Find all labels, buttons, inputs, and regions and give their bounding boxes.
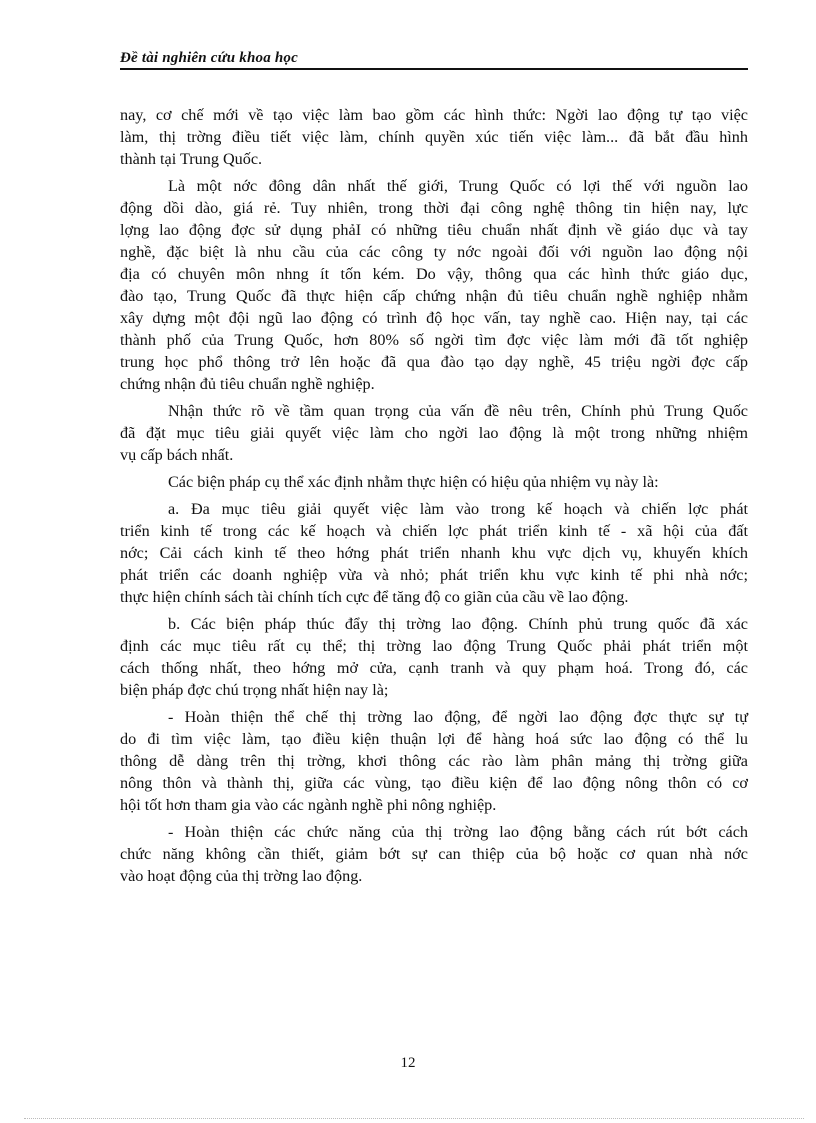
text-line: thông dễ dàng trên thị trờng, khơi thông các rào làm phân mảng thị trờng giữa: [120, 752, 748, 770]
text-line: a. Đa mục tiêu giải quyết việc làm vào trong kế hoạch và chiến lợc phát: [168, 500, 748, 518]
text-line: biện pháp đợc chú trọng nhất hiện nay là;: [120, 681, 389, 699]
text-line: triển kinh tế trong các kế hoạch và chiến lợc phát triển kinh tế - xã hội của đất: [120, 522, 748, 540]
text-line: Nhận thức rõ về tầm quan trọng của vấn đề nêu trên, Chính phủ Trung Quốc: [168, 402, 748, 420]
paragraph: [120, 104, 748, 170]
text-line: làm, thị trờng điều tiết việc làm, chính quyền xúc tiến việc làm... đã bắt đầu hình: [120, 128, 748, 146]
header-title: Đề tài nghiên cứu khoa học: [120, 50, 298, 66]
text-line: đã đặt mục tiêu giải quyết việc làm cho ngời lao động là một trong những nhiệm: [120, 424, 748, 442]
text-line: Các biện pháp cụ thể xác định nhằm thực hiện có hiệu qủa nhiệm vụ này là:: [168, 473, 659, 491]
text-line: do đi tìm việc làm, tạo điều kiện thuận lợi để hàng hoá sức lao động có thể lu: [120, 730, 748, 748]
paragraph: [120, 175, 748, 395]
text-line: động dồi dào, giá rẻ. Tuy nhiên, trong thời đại công nghệ thông tin hiện nay, lực: [120, 199, 748, 217]
text-line: Là một nớc đông dân nhất thế giới, Trung Quốc có lợi thế với nguồn lao: [168, 177, 748, 195]
text-line: nông thôn và thành thị, giữa các vùng, tạo điều kiện để lao động nông thôn có cơ: [120, 774, 748, 792]
text-line: đào tạo, Trung Quốc đã thực hiện cấp chứng nhận đủ tiêu chuẩn nghề nghiệp nhằm: [120, 287, 748, 305]
paragraph: [120, 613, 748, 701]
text-line: vụ cấp bách nhất.: [120, 446, 234, 464]
paragraph: [120, 821, 748, 887]
text-line: trung học phổ thông trở lên hoặc đã qua đào tạo dạy nghề, 45 triệu ngời đợc cấp: [120, 353, 748, 371]
text-line: cách thống nhất, theo hớng mở cửa, cạnh tranh và quy phạm hoá. Trong đó, các: [120, 659, 748, 677]
paragraph: [120, 471, 748, 493]
text-line: vào hoạt động của thị trờng lao động.: [120, 867, 363, 885]
page-header: [120, 50, 748, 70]
paragraph: [120, 706, 748, 816]
document-body: [120, 104, 748, 887]
text-line: xây dựng một đội ngũ lao động có trình độ học vấn, tay nghề cao. Hiện nay, tại các: [120, 309, 748, 327]
header-rule: [120, 68, 748, 70]
text-line: hội tốt hơn tham gia vào các ngành nghề phi nông nghiệp.: [120, 796, 497, 814]
text-line: nớc; Cải cách kinh tế theo hớng phát triển nhanh khu vực dịch vụ, khuyến khích: [120, 544, 748, 562]
footer-dotted-rule: [24, 1118, 804, 1119]
text-line: nghề, đặc biệt là nhu cầu của các công ty nớc ngoài đối với nguồn lao động nội: [120, 243, 748, 261]
text-line: - Hoàn thiện các chức năng của thị trờng lao động bằng cách rút bớt cách: [168, 823, 748, 841]
text-line: nay, cơ chế mới về tạo việc làm bao gồm các hình thức: Ngời lao động tự tạo việc: [120, 106, 748, 124]
text-line: phát triển các doanh nghiệp vừa và nhỏ; phát triển khu vực kinh tế phi nhà nớc;: [120, 566, 748, 584]
text-line: thành phố của Trung Quốc, hơn 80% số ngời tìm đợc việc làm mới đã tốt nghiệp: [120, 331, 748, 349]
text-line: định các mục tiêu rất cụ thể; thị trờng lao động Trung Quốc phải phát triển một: [120, 637, 748, 655]
text-line: địa có chuyên môn nhng ít tốn kém. Do vậy, thông qua các hình thức giáo dục,: [120, 265, 748, 283]
text-line: lợng lao động đợc sử dụng phảI có những tiêu chuẩn nhất định về giáo dục và tay: [120, 221, 748, 239]
paragraph: [120, 498, 748, 608]
paragraph: [120, 400, 748, 466]
text-line: chức năng không cần thiết, giảm bớt sự can thiệp của bộ hoặc cơ quan nhà nớc: [120, 845, 748, 863]
text-line: thực hiện chính sách tài chính tích cực để tăng độ co giãn của cầu về lao động.: [120, 588, 629, 606]
text-line: chứng nhận đủ tiêu chuẩn nghề nghiệp.: [120, 375, 375, 393]
text-line: thành tại Trung Quốc.: [120, 150, 263, 168]
text-line: - Hoàn thiện thể chế thị trờng lao động, để ngời lao động đợc thực sự tự: [168, 708, 748, 726]
text-line: b. Các biện pháp thúc đẩy thị trờng lao động. Chính phủ trung quốc đã xác: [168, 615, 748, 633]
page-number: 12: [400, 1055, 416, 1071]
